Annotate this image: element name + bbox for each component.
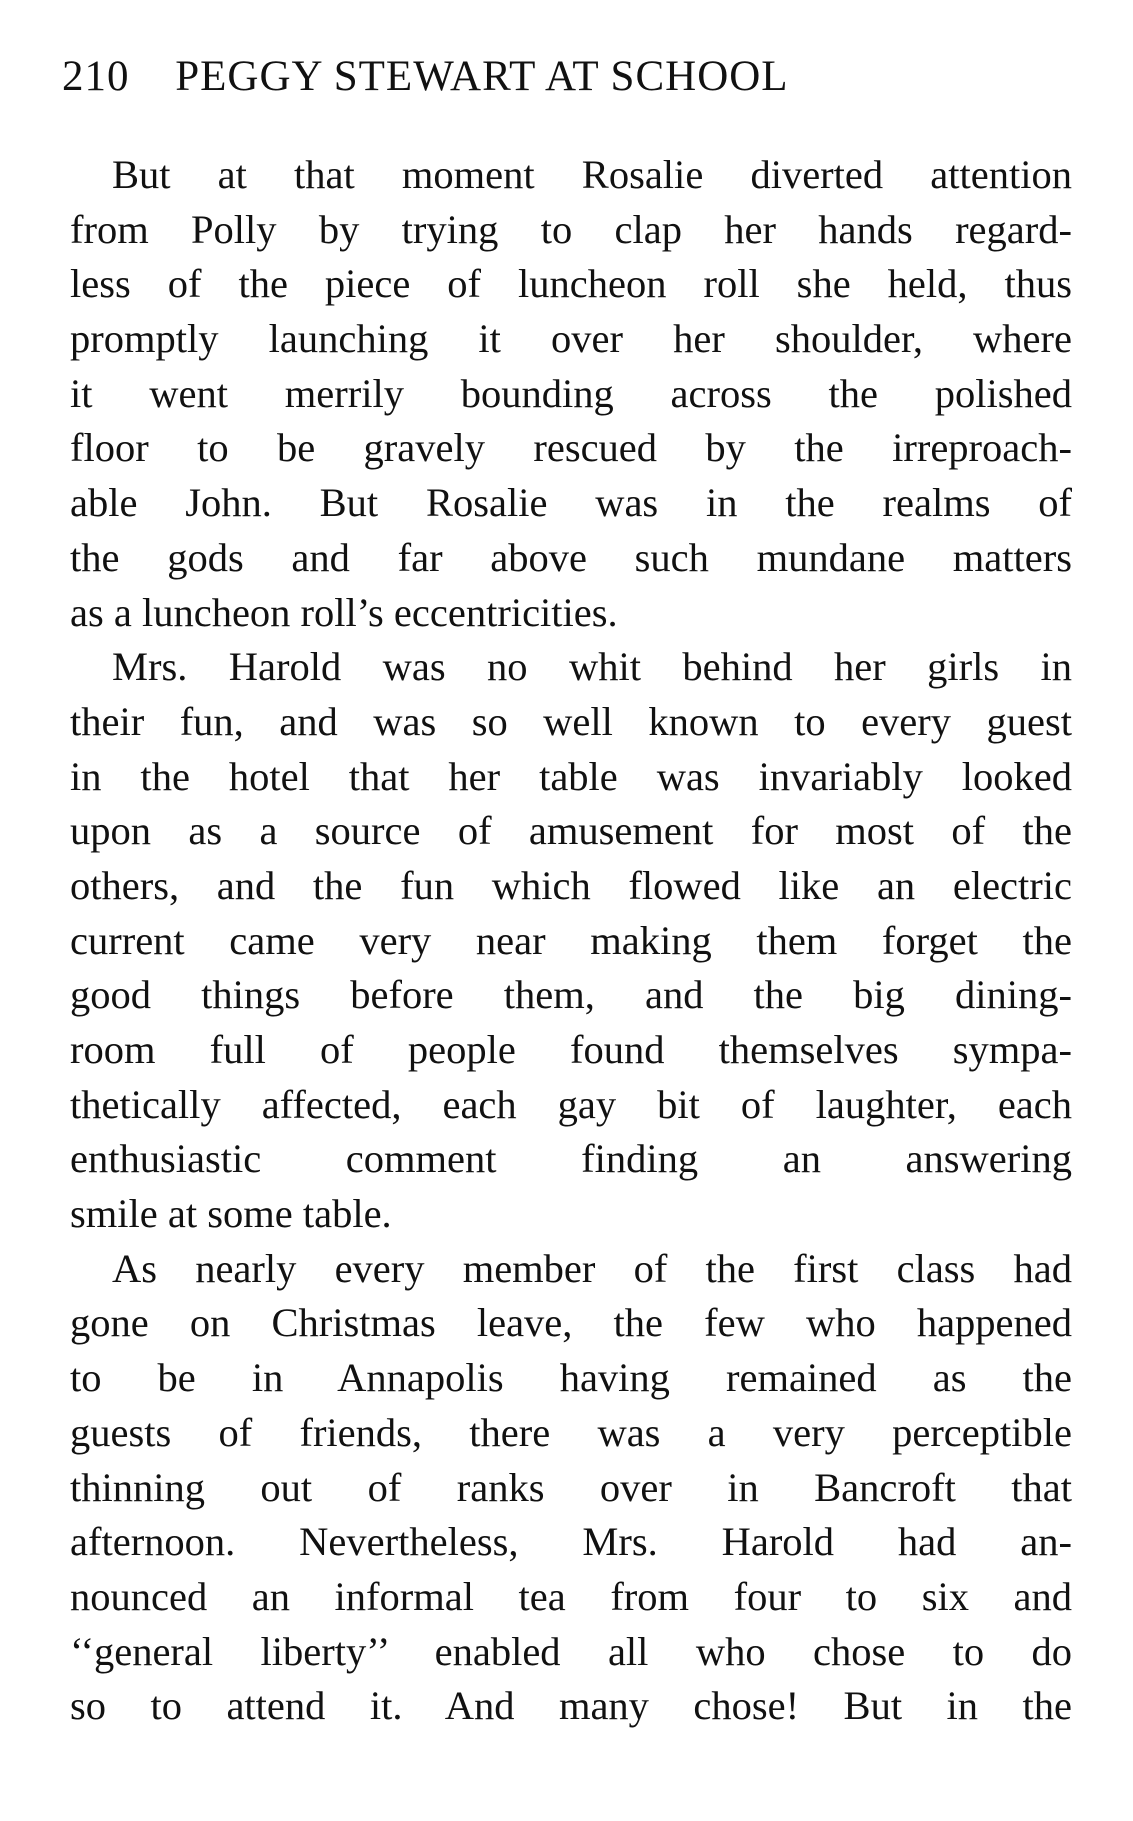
paragraph (70, 148, 1072, 640)
text-line: thinning out of ranks over in Bancroft that (70, 1464, 1072, 1510)
text-line: upon as a source of amusement for most of the (70, 808, 1072, 854)
text-line: good things before them, and the big dining- (70, 972, 1072, 1018)
text-line: so to attend it. And many chose! But in the (70, 1683, 1072, 1729)
text-line: the gods and far above such mundane matters (70, 534, 1072, 580)
text-line: room full of people found themselves sympa- (70, 1027, 1072, 1072)
text-line: in the hotel that her table was invariably looked (70, 753, 1072, 799)
text-line: able John. But Rosalie was in the realms of (70, 480, 1072, 526)
text-line: ‘‘general liberty’’ enabled all who chose to do (70, 1628, 1072, 1674)
text-line: thetically affected, each gay bit of laughter, each (70, 1081, 1072, 1127)
text-line: But at that moment Rosalie diverted attention (112, 152, 1072, 197)
text-line: Mrs. Harold was no whit behind her girls in (112, 644, 1072, 690)
text-line: afternoon. Nevertheless, Mrs. Harold had an- (70, 1519, 1072, 1565)
text-line: to be in Annapolis having remained as the (70, 1355, 1072, 1401)
paragraph (70, 640, 1072, 1242)
text-line: gone on Christmas leave, the few who happened (70, 1300, 1072, 1346)
text-line: as a luncheon roll’s eccentricities. (70, 589, 618, 635)
text-line: nounced an informal tea from four to six and (70, 1573, 1072, 1619)
text-line: enthusiastic comment finding an answering (70, 1136, 1072, 1182)
page-number: 210 (62, 53, 130, 100)
paragraph (70, 1242, 1072, 1734)
text-line: current came very near making them forget the (70, 917, 1072, 963)
page-header (62, 52, 1072, 102)
text-line: others, and the fun which flowed like an electric (70, 862, 1072, 908)
running-title: PEGGY STEWART AT SCHOOL (175, 53, 789, 100)
text-line: As nearly every member of the first class had (112, 1245, 1072, 1291)
text-line: smile at some table. (70, 1191, 392, 1237)
text-line: from Polly by trying to clap her hands regard- (70, 206, 1072, 252)
text-line: floor to be gravely rescued by the irreproach- (70, 425, 1072, 471)
text-line: guests of friends, there was a very perceptible (70, 1409, 1072, 1455)
text-line: their fun, and was so well known to every guest (70, 698, 1072, 744)
page-body (70, 148, 1072, 1734)
text-line: less of the piece of luncheon roll she held, thus (70, 261, 1072, 307)
text-line: it went merrily bounding across the polished (70, 370, 1072, 416)
text-line: promptly launching it over her shoulder, where (70, 316, 1072, 362)
